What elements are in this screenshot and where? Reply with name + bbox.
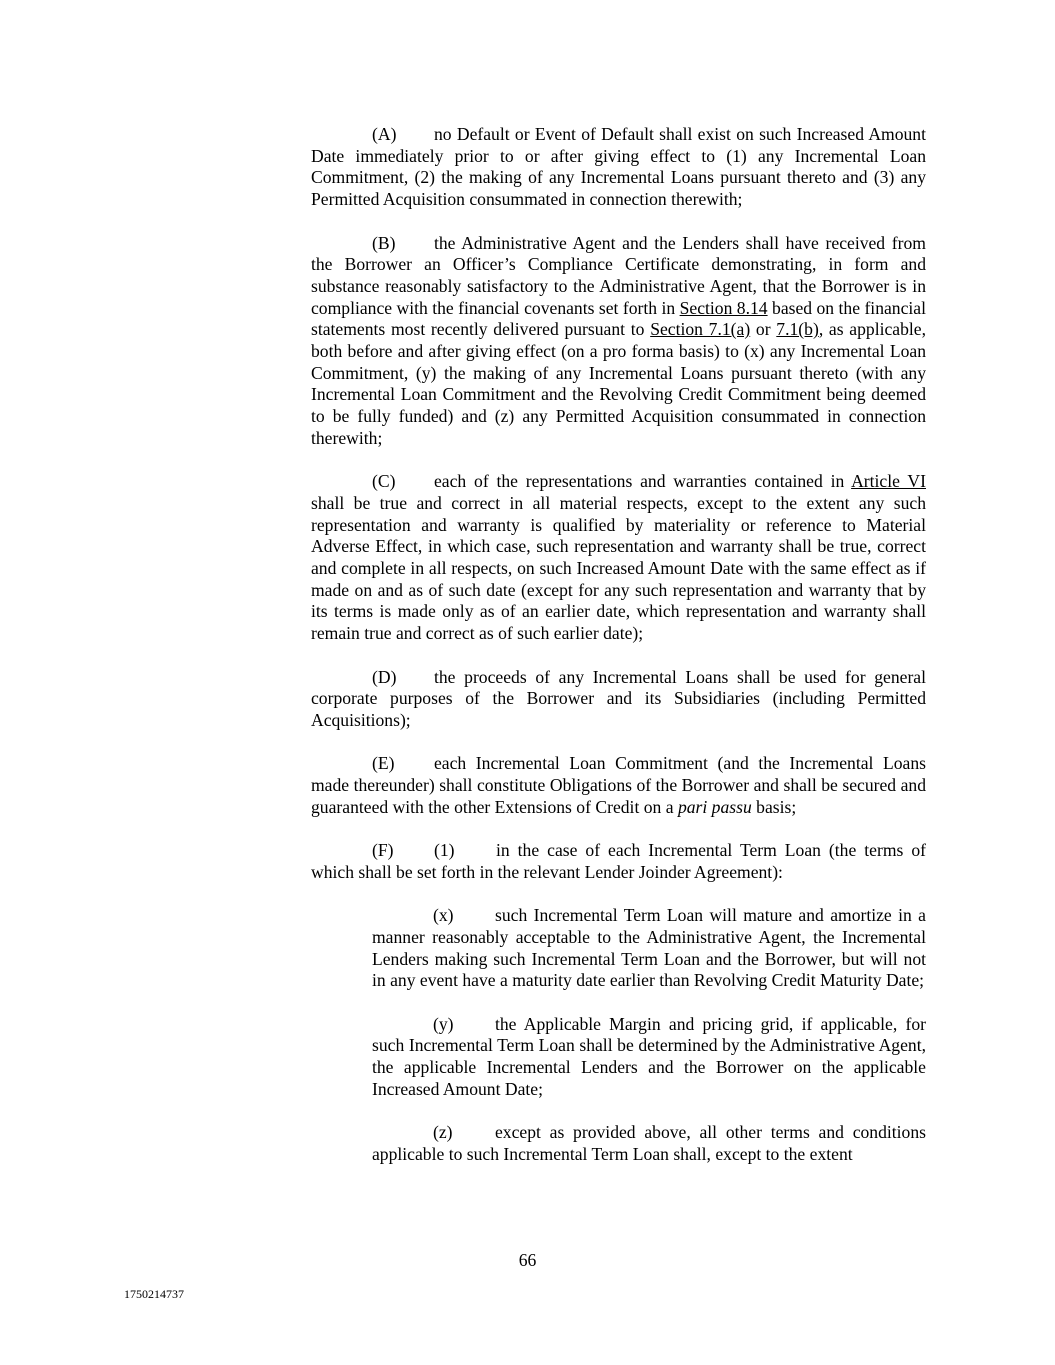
- clause-label: (y): [433, 1013, 454, 1034]
- section-reference-link: 7.1(b): [776, 319, 819, 340]
- clause-F1-x: [372, 905, 926, 992]
- section-reference-link: Section 7.1(a): [650, 319, 751, 340]
- clause-label: (B): [372, 232, 396, 253]
- clause-F: [311, 840, 926, 883]
- clause-text: the proceeds of any Incremental Loans shall be used for general corporate purposes of the Borrower and its Subsidiaries (including Permitted Acquisitions);: [311, 666, 926, 730]
- clause-A: [311, 124, 926, 211]
- clause-text: the Administrative Agent and the Lenders shall have received from the Borrower an Officer’s Compliance Certificate demonstrating, in form and substance reasonably satisfactory to the Administrative Agent, that the Borrower is in compliance with the financial covenants set forth in: [311, 232, 926, 318]
- clause-text: shall be true and correct in all material respects, except to the extent any such representation and warranty is qualified by materiality or reference to Material Adverse Effect, in which case, such representation and warranty shall be true, correct and complete in all respects, on such Increased Amount Date with the same effect as if made on and as of such date (except for any such representation and warranty that by its terms is made only as of an earlier date, which representation and warranty shall remain true and correct as of such earlier date);: [311, 492, 926, 644]
- clause-label: (F): [372, 840, 394, 861]
- clause-E: [311, 753, 926, 818]
- clause-text: such Incremental Term Loan will mature and amortize in a manner reasonably acceptable to the Administrative Agent, the Incremental Lenders making such Incremental Term Loan and the Borrower, but will not in any event have a maturity date earlier than Revolving Credit Maturity Date;: [372, 905, 926, 991]
- clause-text: or: [750, 319, 777, 340]
- section-reference-link: Section 8.14: [679, 297, 768, 318]
- clause-text: , as applicable, both before and after giving effect (on a pro forma basis) to (x) any Incremental Loan Commitment, (y) the making of any Incremental Loans pursuant thereto (with any Incremental Loan Commitment and the Revolving Credit Commitment being deemed to be fully funded) and (z) any Permitted Acquisition consummated in connection therewith;: [311, 319, 926, 448]
- page-number: 66: [518, 1250, 537, 1270]
- clause-F1-z: [372, 1122, 926, 1165]
- clause-label: (z): [433, 1122, 453, 1143]
- clause-label: (E): [372, 753, 395, 774]
- clause-text: in the case of each Incremental Term Loan (the terms of which shall be set forth in the relevant Lender Joinder Agreement):: [311, 840, 926, 882]
- subclause-label: (1): [434, 840, 455, 861]
- document-body: [311, 124, 926, 1166]
- clause-label: (D): [372, 666, 397, 687]
- clause-text: each of the representations and warranties contained in: [434, 471, 852, 492]
- clause-label: (x): [433, 905, 454, 926]
- clause-label: (C): [372, 471, 396, 492]
- clause-text: based on the financial statements most recently delivered pursuant to: [311, 297, 926, 340]
- article-reference-link: Article VI: [851, 471, 926, 492]
- clause-text: each Incremental Loan Commitment (and the Incremental Loans made thereunder) shall constitute Obligations of the Borrower and shall be secured and guaranteed with the other Extensions of Credit on a: [311, 753, 926, 817]
- clause-text: no Default or Event of Default shall exist on such Increased Amount Date immediately prior to or after giving effect to (1) any Incremental Loan Commitment, (2) the making of any Incremental Loans pursuant thereto and (3) any Permitted Acquisition consummated in connection therewith;: [311, 124, 926, 210]
- clause-C: [311, 471, 926, 645]
- clause-F1-y: [372, 1014, 926, 1101]
- clause-text: except as provided above, all other terms and conditions applicable to such Incremental Term Loan shall, except to the extent: [372, 1122, 926, 1164]
- italic-term: pari passu: [677, 796, 752, 817]
- clause-label: (A): [372, 124, 397, 144]
- clause-B: [311, 233, 926, 450]
- document-id: 1750214737: [124, 1287, 184, 1301]
- clause-D: [311, 667, 926, 732]
- clause-text: basis;: [751, 796, 797, 817]
- clause-text: the Applicable Margin and pricing grid, if applicable, for such Incremental Term Loan shall be determined by the Administrative Agent, the applicable Incremental Lenders and the Borrower on the applicable Increased Amount Date;: [372, 1013, 926, 1099]
